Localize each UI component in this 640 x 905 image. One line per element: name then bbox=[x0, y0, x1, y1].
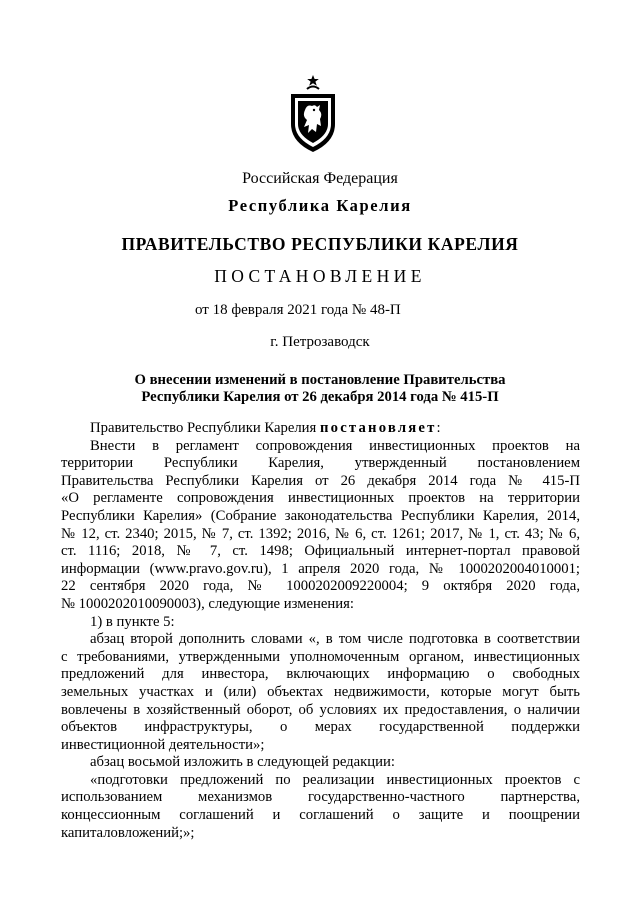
body-line: информации (www.pravo.gov.ru), 1 апреля 2020 года, № 1000202004010001; bbox=[61, 560, 580, 577]
body-line: концессионным соглашений и соглашений о защите и поощрении bbox=[61, 807, 580, 824]
document-type: ПОСТАНОВЛЕНИЕ bbox=[214, 266, 426, 286]
date-line: от 18 февраля 2021 года № 48-П bbox=[195, 302, 401, 318]
subject-line: О внесении изменений в постановление Правительства bbox=[134, 372, 506, 388]
intro-text: Правительство Республики Карелия bbox=[90, 420, 320, 436]
karelia-coat-of-arms-icon bbox=[287, 74, 339, 154]
republic-name: Республика Карелия bbox=[228, 196, 412, 215]
body-line: «подготовки предложений по реализации инвестиционных проектов с bbox=[90, 771, 580, 788]
body-line: использованием механизмов государственно-частного партнерства, bbox=[61, 789, 580, 806]
body-line: инвестиционной деятельности»; bbox=[61, 736, 265, 753]
intro-line bbox=[61, 420, 580, 438]
body-line: «О регламенте сопровождения инвестиционных проектов на территории bbox=[61, 490, 580, 507]
body-line: 1) в пункте 5: bbox=[90, 613, 175, 630]
city: г. Петрозаводск bbox=[270, 334, 370, 350]
body-line: № 12, ст. 2340; 2015, № 7, ст. 1392; 2016, № 6, ст. 1261; 2017, № 1, ст. 43; № 6, bbox=[61, 525, 580, 542]
body-line: с требованиями, утвержденными уполномоченным органом, инвестиционных bbox=[61, 648, 580, 665]
body-line: абзац восьмой изложить в следующей редакции: bbox=[90, 754, 395, 771]
body-line: абзац второй дополнить словами «, в том числе подготовка в соответствии bbox=[90, 631, 580, 648]
government-title: ПРАВИТЕЛЬСТВО РЕСПУБЛИКИ КАРЕЛИЯ bbox=[121, 234, 519, 254]
body-line: капиталовложений;»; bbox=[61, 824, 195, 841]
country-name: Российская Федерация bbox=[242, 170, 398, 187]
body-line: Внести в регламент сопровождения инвестиционных проектов на bbox=[90, 437, 580, 454]
subject-line: Республики Карелия от 26 декабря 2014 года № 415-П bbox=[141, 389, 499, 405]
intro-colon: : bbox=[436, 420, 441, 436]
document-body bbox=[61, 420, 580, 842]
body-line: ст. 1116; 2018, № 7, ст. 1498; Официальный интернет-портал правовой bbox=[61, 543, 580, 560]
body-line: Правительства Республики Карелия от 26 декабря 2014 года № 415-П bbox=[61, 472, 580, 489]
body-line: земельных участках и (или) объектах недвижимости, которые могут быть bbox=[61, 683, 580, 700]
document-subject bbox=[0, 372, 640, 406]
decree-word: постановляет bbox=[319, 420, 437, 436]
body-line: территории Республики Карелия, утвержденный постановлением bbox=[61, 455, 580, 472]
body-line: вовлечены в хозяйственный оборот, об условиях их предоставления, о наличии bbox=[61, 701, 580, 718]
body-line: № 1000202010090003), следующие изменения: bbox=[61, 595, 354, 612]
body-line: предложений для инвестора, включающих информацию о свободных bbox=[61, 666, 580, 683]
body-line: объектов инфраструктуры, о мерах государственной поддержки bbox=[61, 719, 580, 736]
body-line: Республики Карелия» (Собрание законодательства Республики Карелия, 2014, bbox=[61, 507, 580, 524]
body-line: 22 сентября 2020 года, № 1000202009220004; 9 октября 2020 года, bbox=[61, 578, 580, 595]
